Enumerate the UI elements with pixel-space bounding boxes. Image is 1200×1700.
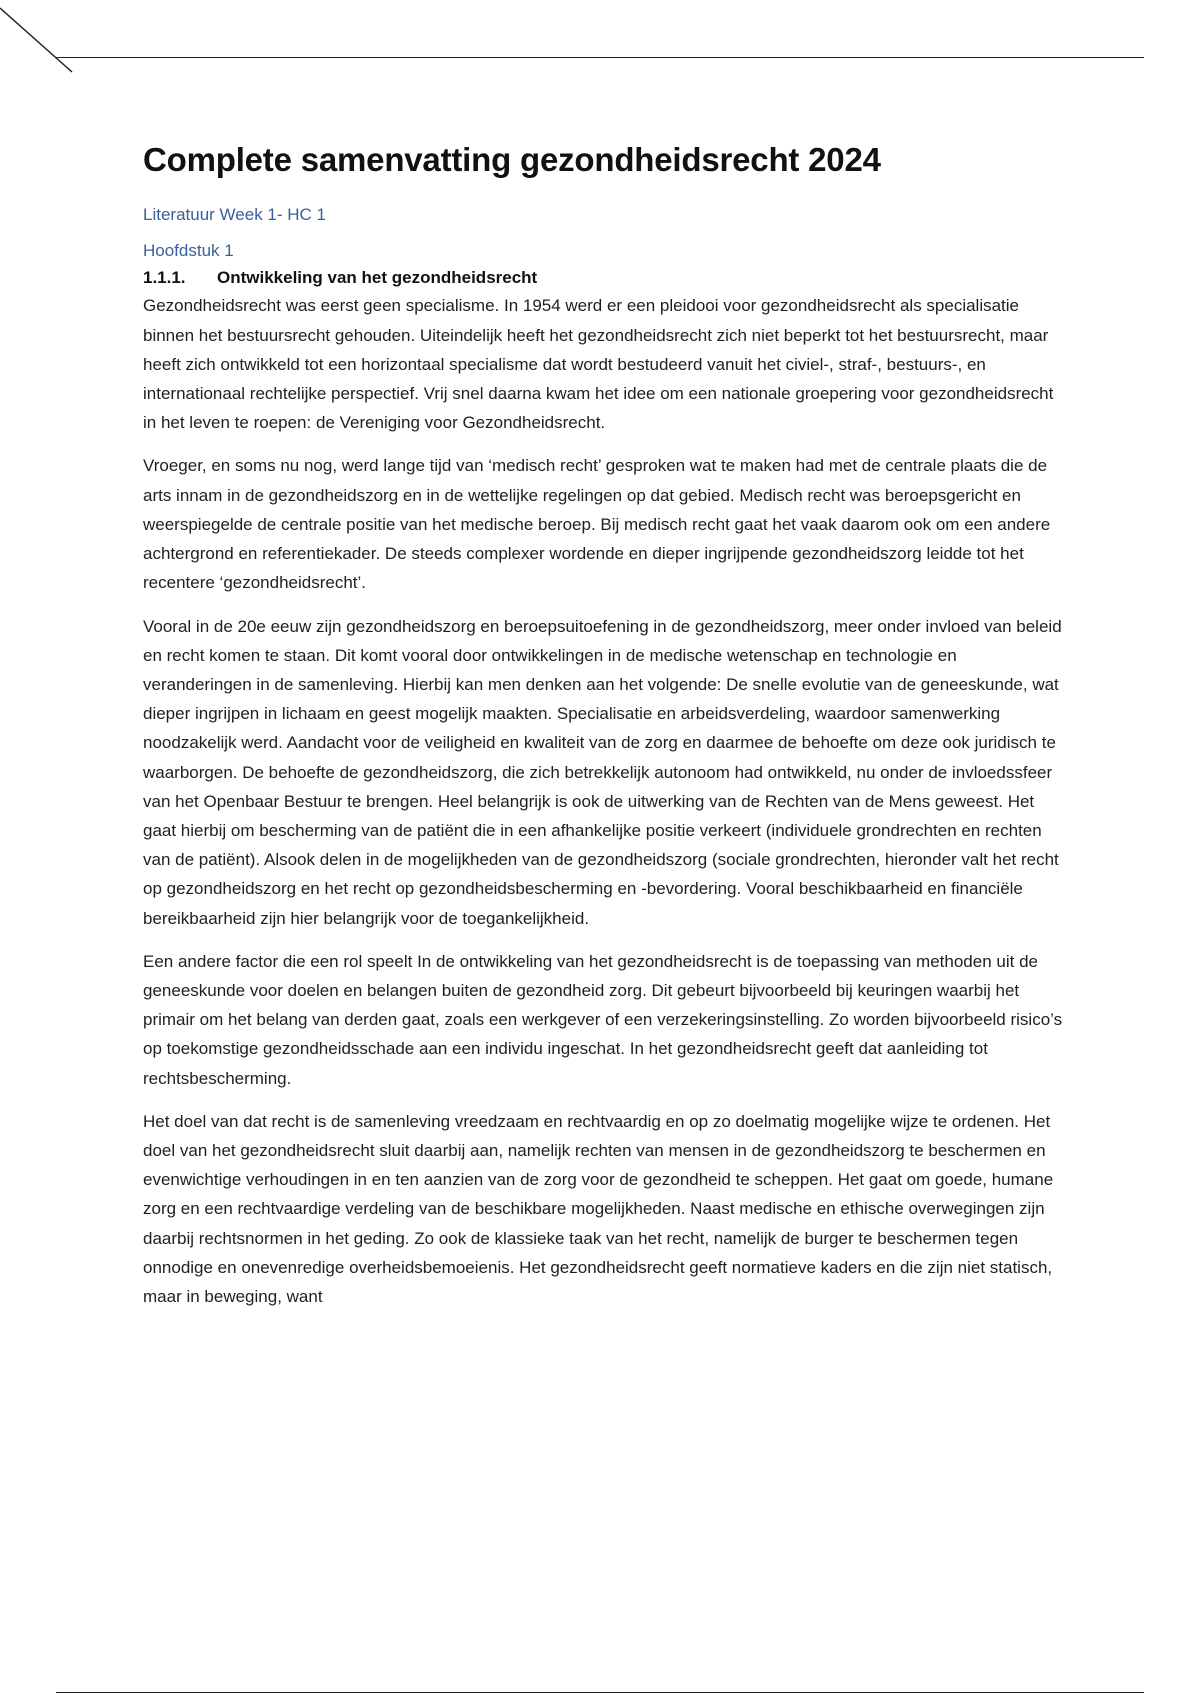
section-number: 1.1.1.	[143, 268, 186, 288]
corner-diagonal-line	[0, 0, 80, 80]
section-title: Ontwikkeling van het gezondheidsrecht	[217, 268, 538, 288]
document-title: Complete samenvatting gezondheidsrecht 2024	[143, 141, 881, 178]
section-heading	[143, 264, 1063, 291]
paragraph: Het doel van dat recht is de samenleving vreedzaam en rechtvaardig en op zo doelmatig mogelijke wijze te ordenen. Het doel van het gezondheidsrecht sluit daarbij aan, namelijk rechten van mensen in de gezondheidszorg te beschermen en evenwichtige verhoudingen in en ten aanzien van de zorg voor de gezondheid te scheppen. Het gaat om goede, humane zorg en een rechtvaardige verdeling van de beschikbare mogelijkheden. Naast medische en ethische overwegingen zijn daarbij rechtsnormen in het geding. Zo ook de klassieke taak van het recht, namelijk de burger te beschermen tegen onnodige en onevenredige overheidsbemoeienis. Het gezondheidsrecht geeft normatieve kaders en die zijn niet statisch, maar in beweging, want	[143, 1111, 1054, 1306]
paragraph: Vooral in de 20e eeuw zijn gezondheidszorg en beroepsuitoefening in de gezondheidszorg, meer onder invloed van beleid en recht komen te staan. Dit komt vooral door ontwikkelingen in de medische wetenschap en technologie en veranderingen in de samenleving. Hierbij kan men denken aan het volgende: De snelle evolutie van de geneeskunde, wat dieper ingrijpen in lichaam en geest mogelijk maakten. Specialisatie en arbeidsverdeling, waardoor samenwerking noodzakelijk werd. Aandacht voor de veiligheid en kwaliteit van de zorg en daarmee de behoefte om deze ook juridisch te waarborgen. De behoefte de gezondheidszorg, die zich betrekkelijk autonoom had ontwikkeld, nu onder de invloedssfeer van het Openbaar Bestuur te brengen. Heel belangrijk is ook de uitwerking van de Rechten van de Mens geweest. Het gaat hierbij om bescherming van de patiënt die in een afhankelijke positie verkeert (individuele grondrechten en rechten van de patiënt). Alsook delen in de mogelijkheden van de gezondheidszorg (sociale grondrechten, hieronder valt het recht op gezondheidszorg en het recht op gezondheidsbescherming en -bevordering. Vooral beschikbaarheid en financiële bereikbaarheid zijn hier belangrijk voor de toegankelijkheid.	[143, 616, 1062, 928]
header-rule	[56, 57, 1144, 58]
paragraph: Vroeger, en soms nu nog, werd lange tijd van ‘medisch recht’ gesproken wat te maken had met de centrale plaats die de arts innam in de gezondheidszorg en in de wettelijke regelingen op dat gebied. Medisch recht was beroepsgericht en weerspiegelde de centrale positie van het medische beroep. Bij medisch recht gaat het vaak daarom ook om een andere achtergrond en referentiekader. De steeds complexer wordende en dieper ingrijpende gezondheidszorg leidde tot het recentere ‘gezondheidsrecht’.	[143, 456, 1051, 593]
paragraph: Gezondheidsrecht was eerst geen specialisme. In 1954 werd er een pleidooi voor gezondheidsrecht als specialisatie binnen het bestuursrecht gehouden. Uiteindelijk heeft het gezondheidsrecht zich niet beperkt tot het bestuursrecht, maar heeft zich ontwikkeld tot een horizontaal specialisme dat wordt bestudeerd vanuit het civiel-, straf-, bestuurs-, en internationaal rechtelijke perspectief. Vrij snel daarna kwam het idee om een nationale groepering voor gezondheidsrecht in het leven te roepen: de Vereniging voor Gezondheidsrecht.	[143, 296, 1054, 433]
document-page	[143, 140, 1063, 1325]
heading-literature: Literatuur Week 1- HC 1	[143, 204, 326, 224]
paragraph: Een andere factor die een rol speelt In de ontwikkeling van het gezondheidsrecht is de toepassing van methoden uit de geneeskunde voor doelen en belangen buiten de gezondheid zorg. Dit gebeurt bijvoorbeeld bij keuringen waarbij het primair om het belang van derden gaat, zoals een werkgever of een verzekeringsinstelling. Zo worden bijvoorbeeld risico’s op toekomstige gezondheidsschade aan een individu ingeschat. In het gezondheidsrecht geeft dat aanleiding tot rechtsbescherming.	[143, 951, 1063, 1088]
heading-chapter: Hoofdstuk 1	[143, 240, 234, 260]
footer-rule	[56, 1692, 1144, 1693]
